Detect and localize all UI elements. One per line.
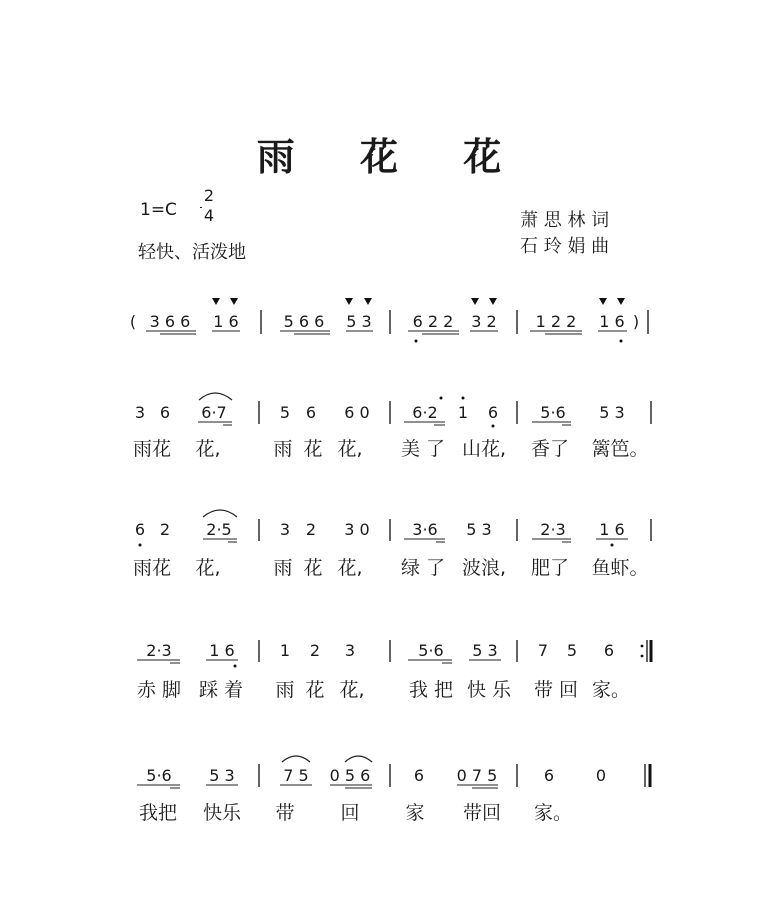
lyric: 我 把 [408, 679, 454, 701]
prelude-group: 5 3 [346, 312, 372, 331]
prelude-group: 3 2 [471, 312, 497, 331]
accent-mark [212, 298, 220, 305]
note: 3 [134, 403, 146, 422]
lyric: 花 [303, 438, 323, 460]
note: 5 [566, 641, 578, 660]
lyric: 我把 [138, 802, 178, 824]
accent-mark [489, 298, 497, 305]
lyricist-credit: 萧 思 林 词 [520, 210, 610, 231]
note: 5 3 [472, 641, 498, 660]
note: 2·5 [206, 520, 232, 539]
note: 3 0 [344, 520, 370, 539]
prelude-open-paren: ( [129, 312, 137, 331]
prelude-group: 3 6 6 [149, 312, 191, 331]
note: 5·6 [146, 766, 172, 785]
accent-mark [617, 298, 625, 305]
note: 1 [457, 403, 469, 422]
note: 0 [595, 766, 607, 785]
lyric: 回 [340, 802, 360, 824]
lyric: 带 [275, 802, 295, 824]
note: 1 6 [599, 520, 625, 539]
accent-mark [364, 298, 372, 305]
prelude-close-paren: ) [632, 312, 640, 331]
repeat-dot [641, 655, 644, 658]
note: 0 7 5 [456, 766, 498, 785]
repeat-dot [641, 645, 644, 648]
note: 5·6 [418, 641, 444, 660]
note: 6 [487, 403, 499, 422]
key-signature: 1=C [140, 200, 177, 220]
note: 6 0 [344, 403, 370, 422]
note: 6·2 [412, 403, 438, 422]
lyric: 美 了 [400, 438, 446, 460]
note: 6 [134, 520, 146, 539]
note: 0 5 6 [329, 766, 371, 785]
lyric: 快乐 [202, 802, 242, 824]
lyric: 篱笆。 [591, 438, 649, 460]
note: 6 [159, 403, 171, 422]
composer-credit: 石 玲 娟 曲 [520, 236, 610, 257]
note: 5 3 [209, 766, 235, 785]
note: 6 [413, 766, 425, 785]
note: 1 6 [209, 641, 235, 660]
note: 2·3 [146, 641, 172, 660]
prelude-group: 1 2 2 [535, 312, 577, 331]
accent-mark [230, 298, 238, 305]
lyric: 雨花 [132, 438, 172, 460]
lyric: 花 [305, 679, 325, 701]
lyric: 绿 了 [400, 557, 446, 579]
note: 5 3 [599, 403, 625, 422]
note: 6 [603, 641, 615, 660]
slur [345, 756, 372, 762]
note: 1 [279, 641, 291, 660]
prelude-group: 6 2 2 [412, 312, 454, 331]
note: 2·3 [540, 520, 566, 539]
note: 5 3 [466, 520, 492, 539]
lyric: 赤 脚 [136, 679, 182, 701]
lyric: 花 [303, 557, 323, 579]
slur [199, 393, 232, 400]
note: 7 [537, 641, 549, 660]
slur [282, 756, 310, 762]
lyric: 肥了 [530, 557, 570, 579]
lyric: 香了 [530, 438, 570, 460]
accent-mark [471, 298, 479, 305]
lyric: 带回 [462, 802, 502, 824]
accent-mark [599, 298, 607, 305]
note: 2 [309, 641, 321, 660]
lyric: 雨 [273, 557, 293, 579]
accent-mark [345, 298, 353, 305]
note: 7 5 [283, 766, 309, 785]
lyric: 雨 [275, 679, 295, 701]
lyric: 踩 着 [198, 679, 244, 701]
note: 6·7 [201, 403, 227, 422]
song-title: 雨 花 花 [256, 134, 528, 179]
note: 5·6 [540, 403, 566, 422]
prelude-group: 1 6 [213, 312, 239, 331]
lyric: 花, [195, 557, 221, 579]
note: 6 [543, 766, 555, 785]
lyric: 山花, [461, 438, 507, 460]
note: 5 [279, 403, 291, 422]
lyric: 雨花 [132, 557, 172, 579]
tempo-marking: 轻快、活泼地 [138, 242, 246, 263]
note: 2 [159, 520, 171, 539]
lyric: 鱼虾。 [591, 557, 649, 579]
note: 2 [305, 520, 317, 539]
note: 6 [305, 403, 317, 422]
lyric: 雨 [273, 438, 293, 460]
lyric: 花, [337, 557, 363, 579]
time-sig-top: 2 [203, 186, 215, 205]
lyric: 快 乐 [466, 679, 512, 701]
note: 3·6 [412, 520, 438, 539]
lyric: 家。 [533, 802, 573, 824]
lyric: 家 [405, 802, 425, 824]
lyric: 波浪, [461, 557, 507, 579]
slur [203, 510, 237, 517]
lyric: 家。 [591, 679, 631, 701]
lyric: 带 回 [533, 679, 579, 701]
lyric: 花, [339, 679, 365, 701]
note: 3 [344, 641, 356, 660]
prelude-group: 1 6 [599, 312, 625, 331]
note: 3 [279, 520, 291, 539]
prelude-group: 5 6 6 [283, 312, 325, 331]
lyric: 花, [337, 438, 363, 460]
time-sig-bottom: 4 [203, 206, 215, 225]
lyric: 花, [195, 438, 221, 460]
